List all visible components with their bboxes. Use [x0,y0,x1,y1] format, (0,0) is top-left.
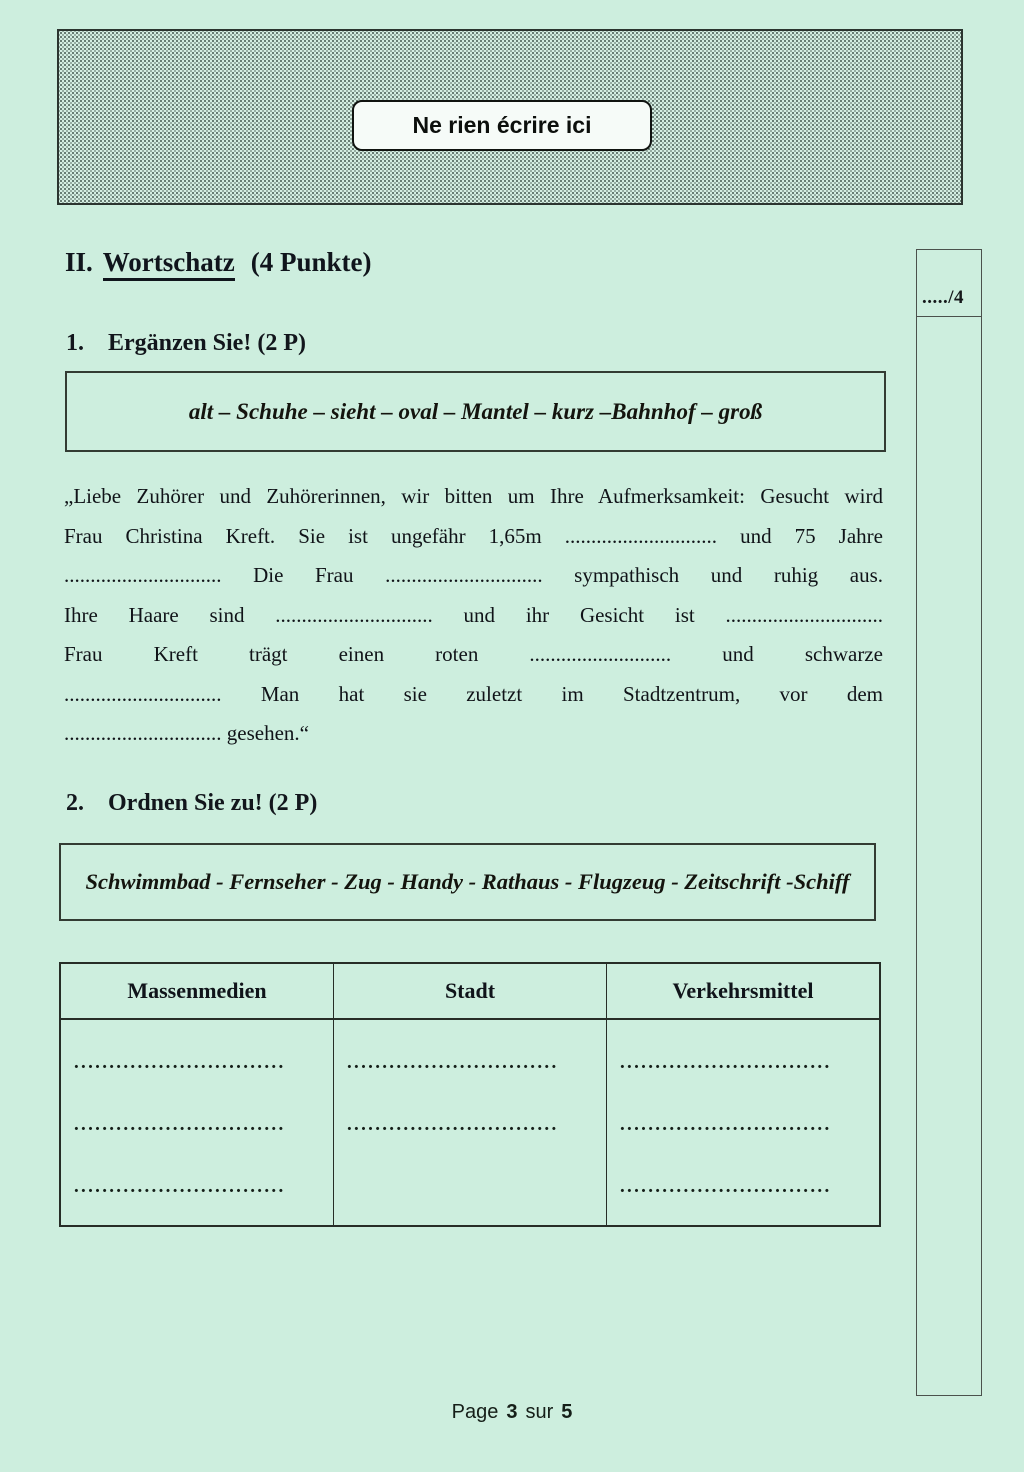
classification-table [59,962,881,1227]
exercise2-word-bank [59,843,876,921]
footer-total-pages: 5 [561,1401,573,1423]
text-line: Frau Kreft trägt einen roten ........................... und schwarze [64,642,883,666]
exercise1-word-bank-text: alt – Schuhe – sieht – oval – Mantel – kurz –Bahnhof – groß [188,398,763,424]
exercise1-heading [66,330,306,357]
exercise2-word-bank-text: Schwimmbad - Fernseher - Zug - Handy - Rathaus - Flugzeug - Zeitschrift -Schiff [85,869,850,894]
footer-page-number: 3 [506,1401,518,1423]
answer-blank: .............................. [620,1052,832,1073]
exercise1-word-bank [65,371,886,452]
section-points: (4 Punkte) [250,247,372,277]
text-line: Ihre Haare sind .............................. und ihr Gesicht ist .............................. [64,602,883,627]
table-header-massenmedien: Massenmedien [127,978,267,1003]
score-column [916,249,982,1396]
page-footer [0,1401,1024,1424]
text-line: .............................. Man hat sie zuletzt im Stadtzentrum, vor dem [64,681,883,706]
table-cell-stadt [333,1020,606,1225]
table-cell-verkehrsmittel [606,1020,879,1225]
answer-blank: .............................. [74,1176,286,1197]
answer-blank: .............................. [347,1114,559,1135]
section-heading [65,247,371,278]
exercise2-number: 2. [66,790,84,816]
text-line: .............................. Die Frau .............................. sympathisch und ruhig aus. [64,563,883,587]
text-line: „Liebe Zuhörer und Zuhörerinnen, wir bitten um Ihre Aufmerksamkeit: Gesucht wird [64,484,883,508]
table-header-row [61,964,879,1020]
answer-blank: .............................. [620,1114,832,1135]
score-cell [917,250,981,317]
text-line: .............................. gesehen.“ [64,721,309,745]
footer-sur-word: sur [525,1401,554,1423]
exercise1-number: 1. [66,330,84,356]
section-number: II. [65,247,93,277]
exercise2-title: Ordnen Sie zu! (2 P) [108,790,318,816]
answer-blank: .............................. [74,1052,286,1073]
section-title: Wortschatz [103,247,235,281]
answer-blank: .............................. [620,1176,832,1197]
exercise2-heading [66,790,317,817]
footer-page-word: Page [451,1401,499,1423]
do-not-write-banner [57,29,963,205]
exercise1-text [64,477,883,754]
do-not-write-label: Ne rien écrire ici [352,100,652,151]
table-header-stadt: Stadt [333,964,606,1018]
answer-blank: .............................. [74,1114,286,1135]
table-body-row [61,1020,879,1225]
answer-blank: .............................. [347,1052,559,1073]
text-line: Frau Christina Kreft. Sie ist ungefähr 1,65m ............................. und 75 Jahre [64,523,883,548]
table-cell-massenmedien [61,1020,333,1225]
table-header-verkehrsmittel: Verkehrsmittel [606,964,879,1018]
exercise1-title: Ergänzen Sie! (2 P) [108,330,306,356]
score-label: ...../4 [922,287,965,308]
